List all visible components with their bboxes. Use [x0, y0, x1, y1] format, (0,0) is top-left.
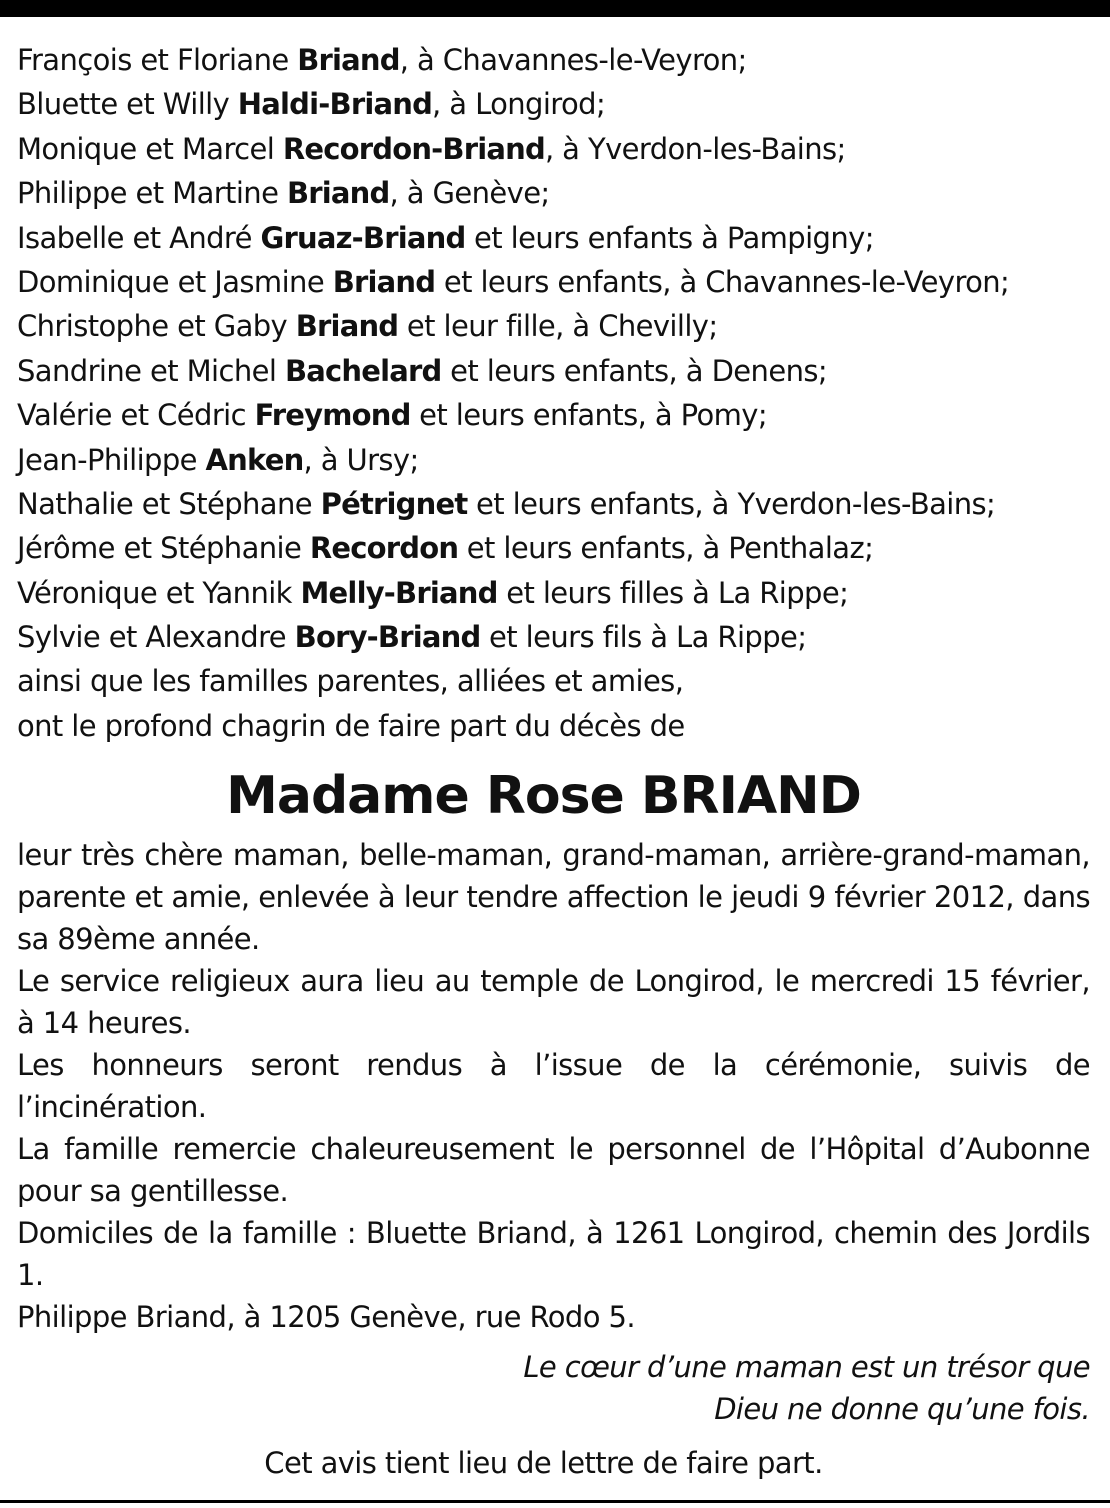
domicile-paragraph: Domiciles de la famille : Bluette Briand, à 1261 Longirod, chemin des Jordils 1.	[17, 1216, 1090, 1293]
service-paragraph: Le service religieux aura lieu au temple de Longirod, le mercredi 15 février, à 14 heures.	[17, 964, 1090, 1041]
family-line	[17, 482, 1090, 526]
family-name: Melly-Briand	[300, 575, 498, 610]
quote-line: Le cœur d’une maman est un trésor que	[523, 1350, 1090, 1385]
family-line-text: et leur fille, à Chevilly;	[398, 309, 718, 344]
family-line-text: Bluette et Willy	[17, 87, 238, 122]
intro-line: ainsi que les familles parentes, alliées et amies,	[17, 664, 684, 699]
family-line-text: Dominique et Jasmine	[17, 264, 333, 299]
family-line-text: , à Chavannes-le-Veyron;	[399, 43, 747, 77]
family-line-text: Christophe et Gaby	[17, 309, 296, 344]
family-line-text: Philippe et Martine	[17, 176, 287, 211]
family-line-text: Monique et Marcel	[17, 131, 283, 166]
family-name: Gruaz-Briand	[260, 220, 466, 255]
intro-line: ont le profond chagrin de faire part du décès de	[17, 708, 685, 743]
family-line-text: et leurs enfants, à Chavannes-le-Veyron;	[435, 264, 1010, 299]
family-line-text: Jérôme et Stéphanie	[17, 531, 310, 566]
family-line-text: Valérie et Cédric	[17, 398, 255, 433]
family-line	[17, 571, 1090, 615]
family-line-text: et leurs enfants, à Pomy;	[410, 398, 768, 433]
closing-line: Cet avis tient lieu de lettre de faire part.	[264, 1446, 823, 1481]
family-line-text: Sandrine et Michel	[17, 353, 285, 388]
family-line-text: Véronique et Yannik	[17, 575, 301, 610]
family-line-text: , à Longirod;	[432, 87, 606, 122]
family-line	[17, 216, 1090, 260]
thanks-paragraph: La famille remercie chaleureusement le personnel de l’Hôpital d’Aubonne pour sa gentillesse.	[17, 1132, 1090, 1209]
family-name: Haldi-Briand	[237, 87, 433, 122]
description-paragraph: leur très chère maman, belle-maman, grand-maman, arrière-grand-maman, parente et amie, enlevée à leur tendre affection le jeudi 9 février 2012, dans sa 89ème année.	[17, 838, 1090, 957]
family-line	[17, 526, 1090, 570]
family-line	[17, 438, 1090, 482]
deceased-name: Madame Rose BRIAND	[226, 766, 861, 827]
family-line	[17, 615, 1090, 659]
domicile-paragraph: Philippe Briand, à 1205 Genève, rue Rodo 5.	[17, 1300, 635, 1335]
family-line-text: et leurs enfants, à Penthalaz;	[458, 531, 874, 566]
family-line	[17, 127, 1090, 171]
quote-line: Dieu ne donne qu’une fois.	[714, 1392, 1090, 1427]
honors-paragraph: Les honneurs seront rendus à l’issue de la cérémonie, suivis de l’incinération.	[17, 1048, 1090, 1125]
obituary-notice	[17, 38, 1090, 1484]
family-name: Briand	[286, 176, 390, 211]
family-line-text: et leurs enfants, à Denens;	[441, 353, 828, 388]
family-name: Anken	[205, 442, 304, 477]
family-name: Pétrignet	[320, 486, 468, 521]
bottom-rule	[0, 1500, 1110, 1503]
family-line	[17, 304, 1090, 348]
family-name: Recordon-Briand	[282, 131, 545, 166]
family-line-text: Sylvie et Alexandre	[17, 620, 295, 655]
family-name: Briand	[295, 309, 399, 344]
family-name: Briand	[297, 43, 400, 77]
family-line-text: , à Yverdon-les-Bains;	[544, 131, 846, 166]
family-line-text: Jean-Philippe	[17, 442, 206, 477]
family-line-text: et leurs enfants à Pampigny;	[465, 220, 874, 255]
top-rule	[0, 0, 1110, 17]
family-name: Freymond	[254, 398, 411, 433]
family-line-text: et leurs fils à La Rippe;	[480, 620, 807, 655]
family-name: Bory-Briand	[294, 620, 481, 655]
family-line-text: , à Genève;	[389, 176, 550, 211]
family-name: Recordon	[309, 531, 459, 566]
family-line	[17, 82, 1090, 126]
family-line	[17, 38, 1090, 82]
family-line	[17, 393, 1090, 437]
family-line	[17, 171, 1090, 215]
family-line-text: Isabelle et André	[17, 220, 261, 255]
family-line-text: et leurs filles à La Rippe;	[497, 575, 849, 610]
family-list	[17, 38, 1090, 748]
quote	[17, 1346, 1090, 1430]
family-line-text: , à Ursy;	[303, 442, 419, 477]
family-line-text: Nathalie et Stéphane	[17, 486, 321, 521]
family-name: Briand	[332, 264, 436, 299]
family-line-text: François et Floriane	[17, 43, 298, 77]
family-line-text: et leurs enfants, à Yverdon-les-Bains;	[467, 486, 996, 521]
family-line	[17, 349, 1090, 393]
family-line	[17, 260, 1090, 304]
family-name: Bachelard	[284, 353, 442, 388]
